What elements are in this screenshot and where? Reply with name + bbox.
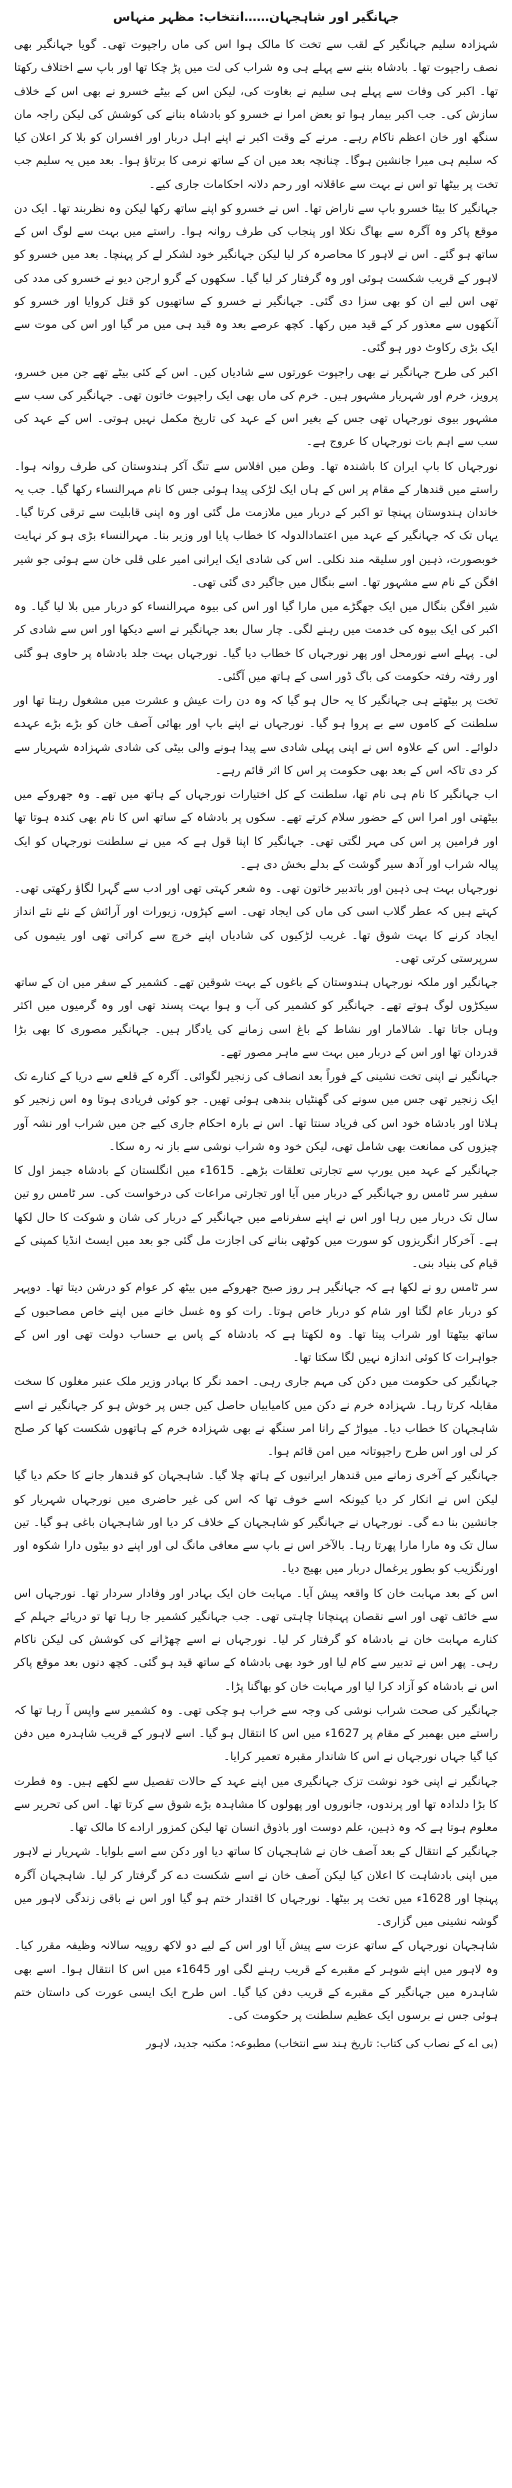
article-body — [14, 33, 498, 2027]
article-paragraph: جہانگیر کے عہد میں یورپ سے تجارتی تعلقات بڑھے۔ 1615ء میں انگلستان کے بادشاہ جیمز اول کا سفیر سر ٹامس رو جہانگیر کے دربار میں آیا اور تجارتی مراعات کی درخواست کی۔ سر ٹامس رو تین سال تک دربار میں رہا اور اس نے اپنے سفرنامے میں جہانگیر کے دربار کی شان و شوکت کا حال لکھا ہے۔ آخرکار انگریزوں کو سورت میں کوٹھی بنانے کی اجازت مل گئی جو بعد میں ایسٹ انڈیا کمپنی کے قیام کی بنیاد بنی۔ — [14, 1163, 498, 1270]
article-paragraph: شیر افگن بنگال میں ایک جھگڑے میں مارا گیا اور اس کی بیوہ مہرالنساء کو دربار میں بلا لیا گیا۔ وہ اکبر کی ایک بیوہ کی خدمت میں رہنے لگی۔ چار سال بعد جہانگیر نے اسے دیکھا اور اس سے شادی کر لی۔ پہلے اسے نورمحل اور پھر نورجہاں کا خطاب دیا گیا۔ نورجہاں بہت جلد بادشاہ پر حاوی ہو گئی اور رفتہ رفتہ حکومت کی باگ ڈور اسی کے ہاتھ میں آگئی۔ — [14, 599, 498, 683]
article-paragraph: نورجہاں کا باپ ایران کا باشندہ تھا۔ وطن میں افلاس سے تنگ آکر ہندوستان کی طرف روانہ ہوا۔ راستے میں قندھار کے مقام پر اس کے ہاں ایک لڑکی پیدا ہوئی جس کا نام مہرالنساء رکھا گیا۔ جب یہ خاندان ہندوستان پہنچا تو اکبر کے دربار میں ملازمت مل گئی اور وہ اپنی قابلیت سے ترقی کرتا گیا۔ یہاں تک کہ جہانگیر کے عہد میں اعتمادالدولہ کا خطاب پایا اور وزیر بنا۔ مہرالنساء بڑی ہو کر نہایت خوبصورت، ذہین اور سلیقہ مند نکلی۔ اس کی شادی ایک ایرانی امیر علی قلی خان سے ہوئی جو شیر افگن کے نام سے مشہور تھا۔ اسے بنگال میں جاگیر دی گئی تھی۔ — [14, 458, 498, 589]
article-paragraph: شہزادہ سلیم جہانگیر کے لقب سے تخت کا مالک ہوا اس کی ماں راجپوت تھی۔ گویا جہانگیر بھی نصف راجپوت تھا۔ بادشاہ بننے سے پہلے ہی وہ شراب کی لت میں پڑ چکا تھا اور باپ سے اختلاف رکھتا تھا۔ اکبر کی وفات سے پہلے ہی سلیم نے بغاوت کی، لیکن اس کے بیٹے خسرو نے بھی اس کے خلاف سازش کی۔ جب اکبر بیمار ہوا تو بعض امرا نے خسرو کو بادشاہ بنانے کی کوشش کی لیکن راجہ مان سنگھ اور خان اعظم ناکام رہے۔ مرنے کے وقت اکبر نے اپنے اہل دربار اور افسران کو بلا کر اعلان کیا کہ سلیم ہی میرا جانشین ہوگا۔ چنانچہ بعد میں ان کے ساتھ نرمی کا برتاؤ ہوا۔ بعد میں یہ سلیم جب تخت پر بیٹھا تو اس نے بہت سے عاقلانہ اور رحم دلانہ احکامات جاری کیے۔ — [14, 37, 498, 191]
article-paragraph: جہانگیر کی صحت شراب نوشی کی وجہ سے خراب ہو چکی تھی۔ وہ کشمیر سے واپس آ رہا تھا کہ راستے میں بھمبر کے مقام پر 1627ء میں اس کا انتقال ہو گیا۔ اسے لاہور کے قریب شاہدرہ میں دفن کیا گیا جہاں نورجہاں نے اس کا شاندار مقبرہ تعمیر کرایا۔ — [14, 1702, 498, 1764]
article-paragraph: شاہجہان نورجہاں کے ساتھ عزت سے پیش آیا اور اس کے لیے دو لاکھ روپیہ سالانہ وظیفہ مقرر کیا۔ وہ لاہور میں اپنے شوہر کے مقبرے کے قریب رہنے لگی اور 1645ء میں اس کا انتقال ہوا۔ اسے بھی شاہدرہ میں جہانگیر کے مقبرے کے قریب دفن کیا گیا۔ اس طرح ایک ایسی عورت کی داستان ختم ہوئی جس نے برسوں ایک عظیم سلطنت پر حکومت کی۔ — [14, 1938, 498, 2022]
article-paragraph: جہانگیر نے اپنی خود نوشت تزک جہانگیری میں اپنے عہد کے حالات تفصیل سے لکھے ہیں۔ وہ فطرت کا بڑا دلدادہ تھا اور پرندوں، جانوروں اور پھولوں کا مشاہدہ بڑے شوق سے کرتا تھا۔ اس کی تحریر سے معلوم ہوتا ہے کہ وہ ذہین، علم دوست اور باذوق انسان تھا لیکن کمزور ارادے کا مالک تھا۔ — [14, 1773, 498, 1834]
article-paragraph: تخت پر بیٹھتے ہی جہانگیر کا یہ حال ہو گیا کہ وہ دن رات عیش و عشرت میں مشغول رہتا تھا اور سلطنت کے کاموں سے بے پروا ہو گیا۔ نورجہاں نے اپنے باپ اور بھائی آصف خان کو بڑے بڑے عہدے دلوائے۔ اس کے علاوہ اس نے اپنی پہلی شادی سے پیدا ہونے والی بیٹی کی شادی شہزادہ شہریار سے کر دی تاکہ اس کے بعد بھی حکومت پر اس کا اثر قائم رہے۔ — [14, 693, 498, 777]
article-paragraph: جہانگیر اور ملکہ نورجہاں ہندوستان کے باغوں کے بہت شوقین تھے۔ کشمیر کے سفر میں ان کے ساتھ سیکڑوں لوگ ہوتے تھے۔ جہانگیر کو کشمیر کی آب و ہوا بہت پسند تھی اور وہ گرمیوں میں اکثر وہاں جاتا تھا۔ شالامار اور نشاط کے باغ اسی زمانے کی یادگار ہیں۔ جہانگیر مصوری کا بھی بڑا قدردان تھا اور اس کے دربار میں بہت سے ماہر مصور تھے۔ — [14, 975, 498, 1059]
article-title: جہانگیر اور شاہجہان……انتخاب: مظہر منہاس — [113, 9, 399, 24]
article-paragraph: جہانگیر کا بیٹا خسرو باپ سے ناراض تھا۔ اس نے خسرو کو اپنے ساتھ رکھا لیکن وہ نظربند تھا۔ ایک دن موقع پاکر وہ آگرہ سے بھاگ نکلا اور پنجاب کی طرف روانہ ہوا۔ راستے میں بہت سے لوگ اس کے ساتھ ہو گئے۔ اس نے لاہور کا محاصرہ کر لیا لیکن جہانگیر خود لشکر لے کر پہنچا۔ بعد میں خسرو کو لاہور کے قریب شکست ہوئی اور وہ گرفتار کر لیا گیا۔ سکھوں کے گرو ارجن دیو نے خسرو کی مدد کی تھی اس لیے ان کو بھی سزا دی گئی۔ جہانگیر نے خسرو کے ساتھیوں کو قتل کروایا اور خسرو کو آنکھوں سے معذور کر کے قید میں رکھا۔ کچھ عرصے بعد وہ قید ہی میں مر گیا اور اس کی موت سے ایک بڑی رکاوٹ دور ہو گئی۔ — [14, 200, 498, 355]
article-paragraph: نورجہاں بہت ہی ذہین اور باتدبیر خاتون تھی۔ وہ شعر کہتی تھی اور ادب سے گہرا لگاؤ رکھتی تھی۔ کہتے ہیں کہ عطر گلاب اسی کی ماں کی ایجاد تھی۔ اسے کپڑوں، زیورات اور آرائش کے نئے نئے انداز ایجاد کرنے کا بہت شوق تھا۔ غریب لڑکیوں کی شادیاں اپنے خرچ سے کراتی تھی اور یتیموں کی سرپرستی کرتی تھی۔ — [14, 881, 498, 965]
article-paragraph: اس کے بعد مہابت خان کا واقعہ پیش آیا۔ مہابت خان ایک بہادر اور وفادار سردار تھا۔ نورجہاں اس سے خائف تھی اور اسے نقصان پہنچانا چاہتی تھی۔ جب جہانگیر کشمیر جا رہا تھا تو دریائے جہلم کے کنارے مہابت خان نے بادشاہ کو گرفتار کر لیا۔ نورجہاں نے اسے چھڑانے کی کوشش کی لیکن ناکام رہی۔ پھر اس نے تدبیر سے کام لیا اور خود بھی بادشاہ کے ساتھ قید ہو گئی۔ کچھ دنوں بعد موقع پاکر اس نے بادشاہ کو آزاد کرا لیا اور مہابت خان کو بھاگنا پڑا۔ — [14, 1585, 498, 1693]
article-paragraph: جہانگیر نے اپنی تخت نشینی کے فوراً بعد انصاف کی زنجیر لگوائی۔ آگرہ کے قلعے سے دریا کے کنارے تک ایک زنجیر تھی جس میں سونے کی گھنٹیاں بندھی ہوئی تھیں۔ جو کوئی فریادی ہوتا وہ اس زنجیر کو ہلاتا اور بادشاہ خود اس کی فریاد سنتا تھا۔ اس نے بارہ احکام جاری کیے جن میں شراب اور نشہ آور چیزوں کی ممانعت بھی شامل تھی، لیکن خود وہ شراب نوشی سے باز نہ رہ سکا۔ — [14, 1069, 498, 1153]
article-paragraph: اب جہانگیر کا نام ہی نام تھا، سلطنت کے کل اختیارات نورجہاں کے ہاتھ میں تھے۔ وہ جھروکے میں بیٹھتی اور امرا اس کے حضور سلام کرتے تھے۔ سکوں پر بادشاہ کے ساتھ اس کا نام بھی کندہ ہوتا تھا اور فرامین پر اس کی مہر لگتی تھی۔ جہانگیر کا اپنا قول ہے کہ میں نے سلطنت نورجہاں کو ایک پیالہ شراب اور آدھ سیر گوشت کے بدلے بخش دی ہے۔ — [14, 787, 498, 871]
article-credit: (بی اے کے نصاب کی کتاب: تاریخ ہند سے انتخاب) مطبوعہ: مکتبہ جدید، لاہور — [146, 2037, 498, 2051]
article-paragraph: سر ٹامس رو نے لکھا ہے کہ جہانگیر ہر روز صبح جھروکے میں بیٹھ کر عوام کو درشن دیتا تھا۔ دوپہر کو دربار عام لگتا اور شام کو دربار خاص ہوتا۔ رات کو وہ غسل خانے میں اپنے خاص مصاحبوں کے ساتھ بیٹھتا اور شراب پیتا تھا۔ وہ لکھتا ہے کہ بادشاہ کے پاس بے حساب دولت تھی اور اس کے جواہرات کا کوئی اندازہ نہیں لگا سکتا تھا۔ — [14, 1280, 498, 1364]
article-paragraph: جہانگیر کے انتقال کے بعد آصف خان نے شاہجہان کا ساتھ دیا اور دکن سے اسے بلوایا۔ شہریار نے لاہور میں اپنی بادشاہت کا اعلان کیا لیکن آصف خان نے اسے شکست دے کر گرفتار کر لیا۔ شاہجہان آگرہ پہنچا اور 1628ء میں تخت پر بیٹھا۔ نورجہاں کا اقتدار ختم ہو گیا اور اس نے باقی زندگی لاہور میں گوشہ نشینی میں گزاری۔ — [14, 1844, 498, 1928]
article-paragraph: جہانگیر کے آخری زمانے میں قندھار ایرانیوں کے ہاتھ چلا گیا۔ شاہجہان کو قندھار جانے کا حکم دیا گیا لیکن اس نے انکار کر دیا کیونکہ اسے خوف تھا کہ اس کی غیر حاضری میں نورجہاں شہریار کو جانشین بنا دے گی۔ نورجہاں نے جہانگیر کو شاہجہان کے خلاف کر دیا اور شاہجہان باغی ہو گیا۔ تین سال تک وہ مارا مارا پھرتا رہا۔ بالآخر اس نے باپ سے معافی مانگ لی اور اپنے دو بیٹوں دارا شکوہ اور اورنگزیب کو بطور یرغمال دربار میں بھیج دیا۔ — [14, 1468, 498, 1576]
article-paragraph: اکبر کی طرح جہانگیر نے بھی راجپوت عورتوں سے شادیاں کیں۔ اس کے کئی بیٹے تھے جن میں خسرو، پرویز، خرم اور شہریار مشہور ہیں۔ خرم کی ماں بھی ایک راجپوت خاتون تھی۔ جہانگیر کی سب سے مشہور بیوی نورجہاں تھی جس کے بغیر اس کے عہد کی تاریخ مکمل نہیں ہوتی۔ اس کے عہد کی سب سے اہم بات نورجہاں کا عروج ہے۔ — [14, 364, 498, 449]
article-paragraph: جہانگیر کی حکومت میں دکن کی مہم جاری رہی۔ احمد نگر کا بہادر وزیر ملک عنبر مغلوں کا سخت مقابلہ کرتا رہا۔ شہزادہ خرم نے دکن میں کامیابیاں حاصل کیں جس پر خوش ہو کر جہانگیر نے اسے شاہجہان کا خطاب دیا۔ میواڑ کے رانا امر سنگھ نے بھی شہزادہ خرم کے ہاتھوں شکست کھا کر صلح کر لی اور اس طرح راجپوتانہ میں امن قائم ہوا۔ — [14, 1374, 498, 1458]
